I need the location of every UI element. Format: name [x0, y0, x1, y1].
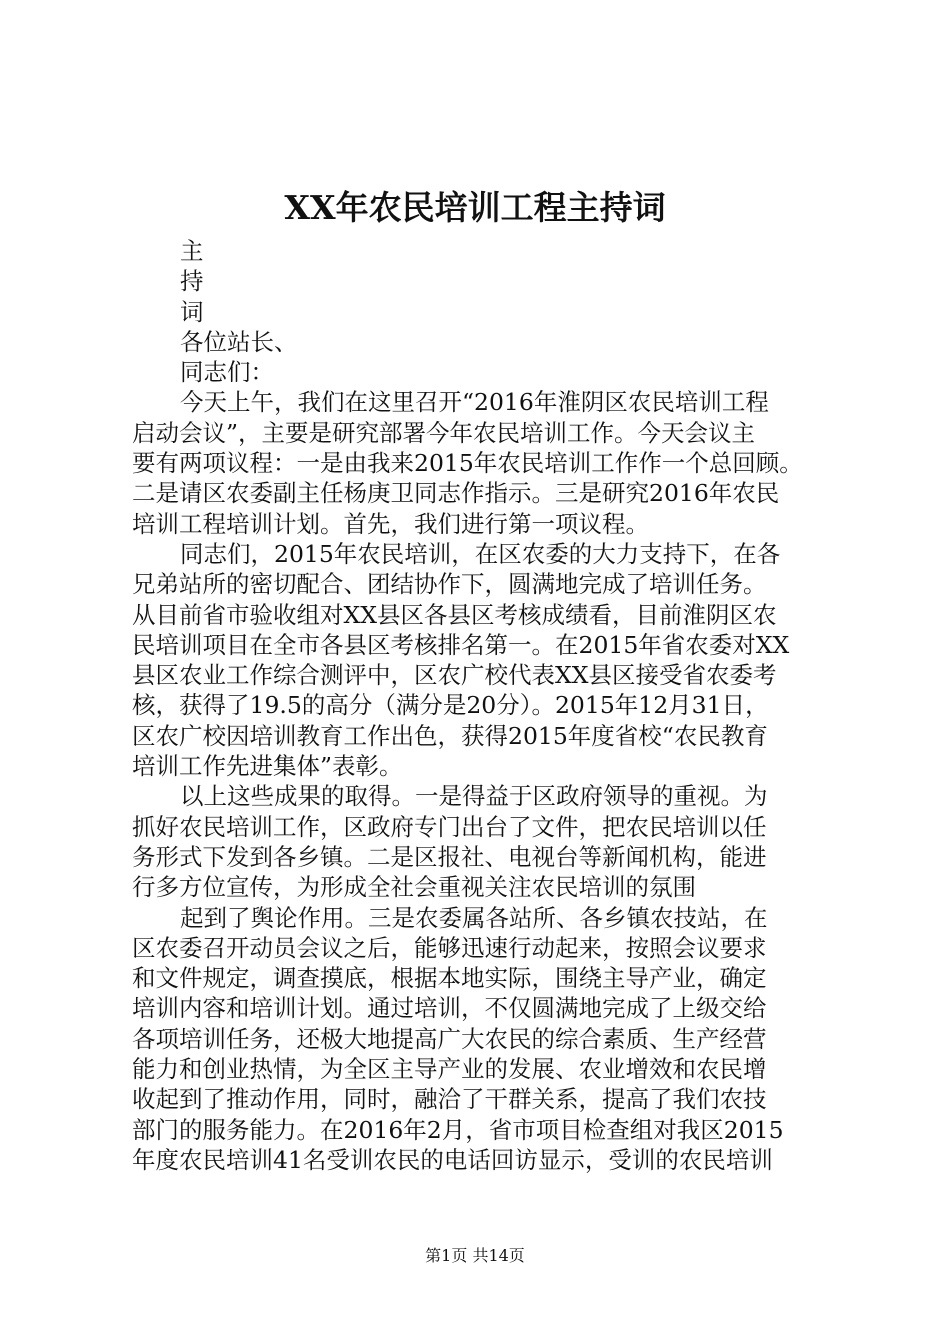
document-title: XX年农民培训工程主持词 — [284, 188, 666, 227]
body-line: 启动会议”，主要是研究部署今年农民培训工作。今天会议主 — [132, 418, 756, 447]
body-line: 起到了舆论作用。三是农委属各站所、各乡镇农技站，在 — [180, 903, 768, 932]
body-line: 和文件规定，调查摸底，根据本地实际，围绕主导产业，确定 — [132, 964, 767, 993]
body-line: 核，获得了19.5的高分（满分是20分）。2015年12月31日， — [132, 691, 769, 720]
body-line: 部门的服务能力。在2016年2月，省市项目检查组对我区2015 — [132, 1115, 784, 1144]
body-line: 民培训项目在全市各县区考核排名第一。在2015年省农委对XX — [132, 630, 790, 659]
body-line: 从目前省市验收组对XX县区各县区考核成绩看，目前淮阴区农 — [132, 600, 777, 629]
body-line: 收起到了推动作用，同时，融洽了干群关系，提高了我们农技 — [132, 1085, 767, 1114]
body-line: 要有两项议程：一是由我来2015年农民培训工作作一个总回顾。 — [132, 449, 803, 478]
body-line: 年度农民培训41名受训农民的电话回访显示，受训的农民培训 — [132, 1145, 773, 1174]
body-line: 以上这些成果的取得。一是得益于区政府领导的重视。为 — [180, 782, 768, 811]
body-line: 抓好农民培训工作，区政府专门出台了文件，把农民培训以任 — [132, 812, 767, 841]
body-line: 同志们，2015年农民培训，在区农委的大力支持下，在各 — [180, 539, 781, 568]
document-body — [132, 236, 832, 1175]
body-line: 培训工作先进集体”表彰。 — [132, 752, 403, 781]
body-line: 兄弟站所的密切配合、团结协作下，圆满地完成了培训任务。 — [132, 570, 767, 599]
body-line: 二是请区农委副主任杨庚卫同志作指示。三是研究2016年农民 — [132, 479, 780, 508]
body-line: 词 — [180, 297, 204, 326]
body-line: 行多方位宣传，为形成全社会重视关注农民培训的氛围 — [132, 873, 696, 902]
body-line: 区农委召开动员会议之后，能够迅速行动起来，按照会议要求 — [132, 933, 767, 962]
body-line: 今天上午，我们在这里召开“2016年淮阴区农民培训工程 — [180, 388, 769, 417]
body-line: 县区农业工作综合测评中，区农广校代表XX县区接受省农委考 — [132, 661, 777, 690]
body-line: 各项培训任务，还极大地提高广大农民的综合素质、生产经营 — [132, 1024, 767, 1053]
body-line: 各位站长、 — [180, 327, 298, 356]
page-footer: 第1页 共14页 — [425, 1246, 525, 1265]
body-line: 持 — [180, 267, 204, 296]
body-line: 培训内容和培训计划。通过培训，不仅圆满地完成了上级交给 — [132, 994, 767, 1023]
body-line: 务形式下发到各乡镇。二是区报社、电视台等新闻机构，能进 — [132, 842, 767, 871]
body-line: 培训工程培训计划。首先，我们进行第一项议程。 — [132, 509, 649, 538]
body-line: 主 — [180, 237, 204, 265]
body-line: 同志们： — [180, 358, 274, 387]
body-line: 能力和创业热情，为全区主导产业的发展、农业增效和农民增 — [132, 1055, 767, 1084]
body-line: 区农广校因培训教育工作出色，获得2015年度省校“农民教育 — [132, 721, 768, 750]
